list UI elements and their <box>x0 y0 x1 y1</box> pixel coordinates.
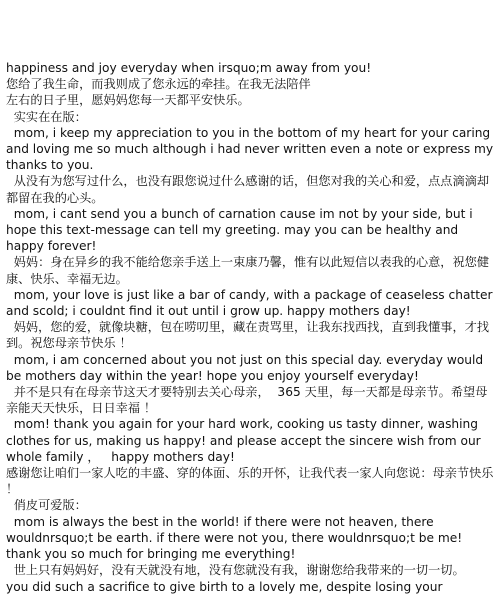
blank-header-area <box>0 0 500 56</box>
text-paragraph-zh-2: 妈妈：身在异乡的我不能给您亲手送上一束康乃馨，惟有以此短信以表我的心意，祝您健康、快乐、幸福无边。 <box>6 255 490 286</box>
article-body <box>6 60 498 595</box>
section-heading-sincere: 实实在在版： <box>6 109 87 124</box>
text-line-2: 您给了我生命，而我则成了您永远的牵挂。在我无法陪伴 <box>6 77 311 92</box>
text-paragraph-zh-6: 世上只有妈妈好，没有天就没有地，没有您就没有我，谢谢您给我带来的一切一切。 <box>6 563 465 578</box>
text-paragraph-en-1: mom, i keep my appreciation to you in the bottom of my heart for your caring and loving me so much although i had never written even a note or express my thanks to you. <box>6 125 497 173</box>
text-paragraph-zh-4: 并不是只有在母亲节这天才要特别去关心母亲， 365 天里，每一天都是母亲节。希望母亲能天天快乐，日日幸福 ！ <box>6 385 488 416</box>
text-paragraph-en-3: mom, your love is just like a bar of candy, with a package of ceaseless chatter and scold; i couldnt find it out until i grow up. happy mothers day! <box>6 287 497 319</box>
text-paragraph-en-7: you did such a sacrifice to give birth to a lovely me, despite losing your <box>6 579 443 594</box>
text-line-3: 左右的日子里，愿妈妈您每一天都平安快乐。 <box>6 93 250 108</box>
text-paragraph-zh-1: 从没有为您写过什么，也没有跟您说过什么感谢的话，但您对我的关心和爱，点点滴滴却都留在我的心头。 <box>6 174 490 205</box>
text-paragraph-en-2: mom, i cant send you a bunch of carnation cause im not by your side, but i hope this text-message can tell my greeting. may you can be healthy and happy forever! <box>6 206 477 254</box>
text-paragraph-zh-5: 感谢您让咱们一家人吃的丰盛、穿的体面、乐的开怀，让我代表一家人向您说：母亲节快乐 ！ <box>6 466 498 497</box>
text-line-1: happiness and joy everyday when irsquo;m away from you! <box>6 61 372 75</box>
text-paragraph-en-4: mom, i am concerned about you not just on this special day. everyday would be mothers day within the year! hope you enjoy yourself everyday! <box>6 352 487 383</box>
text-paragraph-zh-3: 妈妈，您的爱，就像块糖，包在唠叨里，藏在责骂里，让我东找西找，直到我懂事，才找到。祝您母亲节快乐 ！ <box>6 320 490 351</box>
section-heading-playful: 俏皮可爱版： <box>6 498 87 513</box>
text-paragraph-en-6: mom is always the best in the world! if there were not heaven, there wouldnrsquo;t be earth. if there were not you, there wouldnrsquo;t be me! thank you so much for bringing me everything! <box>6 514 466 562</box>
text-paragraph-en-5: mom! thank you again for your hard work, cooking us tasty dinner, washing clothes for us, making us happy! and please accept the sincere wish from our whole family ， happy mothers day! <box>6 417 485 464</box>
